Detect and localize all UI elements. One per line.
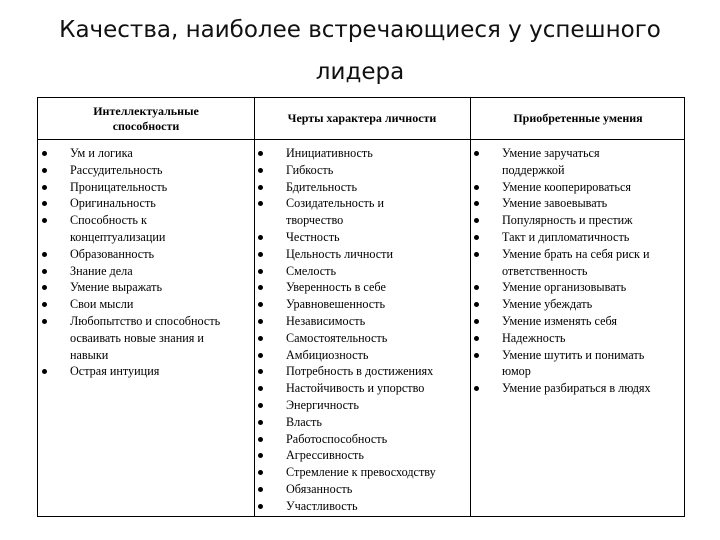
list-item: Стремление к превосходству <box>254 464 468 481</box>
list-item: Образованность <box>38 246 248 263</box>
list-item: Умение брать на себя риск и ответственность <box>470 246 684 280</box>
list-item: Умение убеждать <box>470 296 684 313</box>
list-item: Надежность <box>470 330 684 347</box>
list-item: Острая интуиция <box>38 363 248 380</box>
list-item: Бдительность <box>254 179 468 196</box>
list-item: Умение шутить и понимать юмор <box>470 347 674 381</box>
list-item: Свои мысли <box>38 296 248 313</box>
slide-title-line-1: Качества, наиболее встречающиеся у успешного <box>59 17 661 43</box>
list-item: Энергичность <box>254 397 468 414</box>
list-item: Потребность в достижениях <box>254 363 468 380</box>
list-item: Умение заручаться поддержкой <box>470 145 642 179</box>
list-item: Работоспособность <box>254 431 468 448</box>
list-item: Гибкость <box>254 162 468 179</box>
list-item: Уверенность в себе <box>254 279 468 296</box>
list-item: Настойчивость и упорство <box>254 380 468 397</box>
list-item: Такт и дипломатичность <box>470 229 684 246</box>
list-item: Участливость <box>254 498 468 515</box>
list-item: Знание дела <box>38 263 248 280</box>
column-header-intellectual: Интеллектуальные способности <box>93 103 199 133</box>
column-header-character: Черты характера личности <box>287 111 437 125</box>
list-intellectual <box>38 145 248 380</box>
list-item: Проницательность <box>38 179 248 196</box>
list-item: Уравновешенность <box>254 296 468 313</box>
slide-title-line-2: лидера <box>315 59 405 85</box>
list-item: Умение разбираться в людях <box>470 380 684 397</box>
list-item: Популярность и престиж <box>470 212 684 229</box>
list-item: Рассудительность <box>38 162 248 179</box>
list-item: Умение изменять себя <box>470 313 684 330</box>
list-item: Самостоятельность <box>254 330 468 347</box>
list-item: Умение кооперироваться <box>470 179 684 196</box>
list-item: Независимость <box>254 313 468 330</box>
column-header-skills: Приобретенные умения <box>513 111 643 125</box>
header-divider <box>38 139 684 140</box>
list-item: Созидательность и творчество <box>254 195 416 229</box>
list-item: Умение организовывать <box>470 279 684 296</box>
list-item: Умение завоевывать <box>470 195 684 212</box>
list-character <box>254 145 468 515</box>
list-item: Инициативность <box>254 145 468 162</box>
list-item: Честность <box>254 229 468 246</box>
list-item: Смелость <box>254 263 468 280</box>
list-item: Способность к концептуализации <box>38 212 180 246</box>
list-item: Цельность личности <box>254 246 468 263</box>
list-item: Агрессивность <box>254 447 468 464</box>
list-item: Ум и логика <box>38 145 248 162</box>
list-item: Умение выражать <box>38 279 248 296</box>
list-item: Обязанность <box>254 481 468 498</box>
list-item: Оригинальность <box>38 195 248 212</box>
leader-qualities-table <box>37 97 685 517</box>
list-skills <box>470 145 684 397</box>
list-item: Любопытство и способность осваивать новые знания и навыки <box>38 313 242 363</box>
list-item: Власть <box>254 414 468 431</box>
list-item: Амбициозность <box>254 347 468 364</box>
